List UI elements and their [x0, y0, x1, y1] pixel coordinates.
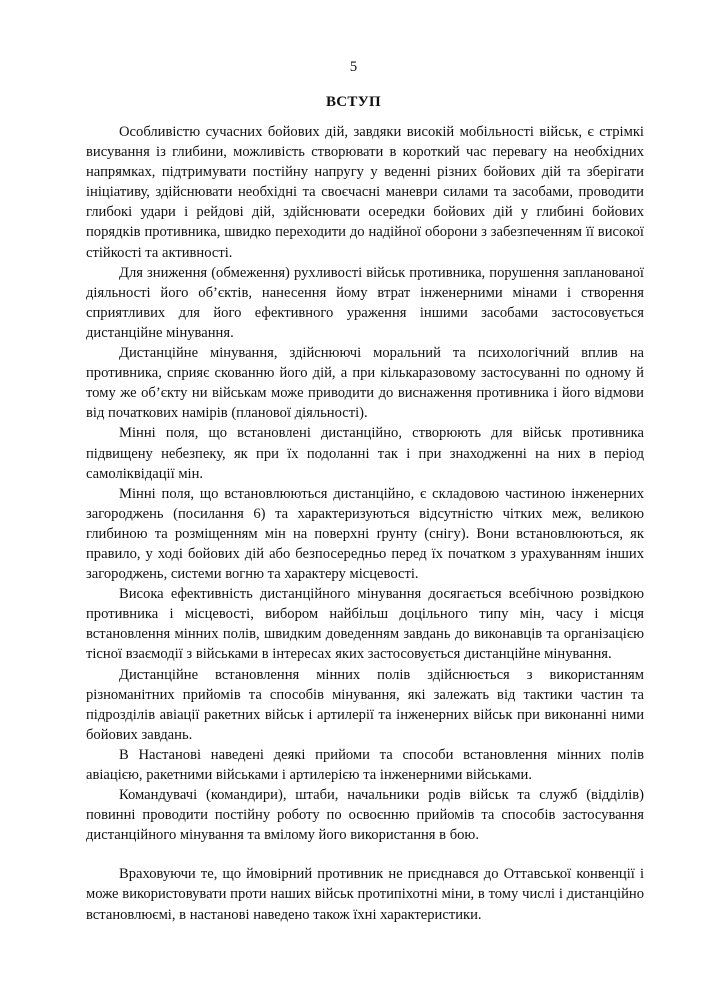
paragraph: Висока ефективність дистанційного мінування досягається всебічною розвідкою противника і місцевості, вибором найбільш доцільного типу мін, часу і місця встановлення мінних полів, швидким доведенням завдань до виконавців та організацією тісної взаємодії з військами в інтересах яких застосовується дистанційне мінування. — [86, 586, 644, 663]
body-text — [86, 122, 644, 925]
page-number: 5 — [349, 59, 358, 75]
paragraph: Враховуючи те, що ймовірний противник не приєднався до Оттавської конвенції і може використовувати проти наших військ протипіхотні міни, в тому числі і дистанційно встановлюємі, в настанові наведено також їхні характеристики. — [86, 866, 644, 923]
paragraph: Особливістю сучасних бойових дій, завдяки високій мобільності військ, є стрімкі висування із глибини, можливість створювати в короткий час перевагу на необхідних напрямках, підтримувати постійну напругу у веденні різних бойових дій та зберігати ініціативу, здійснювати необхідні та своєчасні маневри силами та засобами, проводити глибокі удари і рейдові дій, здійснювати осередки бойових дій у глибині бойових порядків противника, швидко переходити до надійної оборони з забезпеченням її високої стійкості та активності. — [86, 124, 644, 261]
paragraph: Для зниження (обмеження) рухливості військ противника, порушення запланованої діяльності його об’єктів, нанесення йому втрат інженерними мінами і створення сприятливих для його ефективного ураження іншими засобами застосовується дистанційне мінування. — [86, 264, 644, 341]
paragraph: Командувачі (командири), штаби, начальники родів військ та служб (відділів) повинні проводити постійну роботу по освоєнню прийомів та способів застосування дистанційного мінування та вмілому його використання в бою. — [86, 787, 644, 844]
paragraph: В Настанові наведені деякі прийоми та способи встановлення мінних полів авіацією, ракетними військами і артилерією та інженерними військами. — [86, 746, 644, 783]
paragraph: Мінні поля, що встановлюються дистанційно, є складовою частиною інженерних загороджень (посилання 6) та характеризуються відсутністю чітких меж, великою глибиною та розміщенням мін на поверхні ґрунту (снігу). Вони встановлюються, як правило, у ході бойових дій або безпосередньо перед їх початком з урахуванням інших загороджень, системи вогню та характеру місцевості. — [86, 485, 644, 583]
section-title: ВСТУП — [325, 94, 382, 110]
paragraph: Дистанційне встановлення мінних полів здійснюється з використанням різноманітних прийомів та способів мінування, які залежать від тактики частин та підрозділів авіації ракетних військ і артилерії та інженерних військ при виконанні ними бойових завдань. — [86, 666, 644, 743]
paragraph: Дистанційне мінування, здійснюючі моральний та психологічний вплив на противника, сприяє скованню його дій, а при кількаразовому застосуванні по одному й тому же об’єкту ни військам може приводити до виснаження противника і його відмови від початкових намірів (планової діяльності). — [86, 345, 644, 422]
paragraph: Мінні поля, що встановлені дистанційно, створюють для військ противника підвищену небезпеку, як при їх подоланні так і при знаходженні на них в період самоліквідації мін. — [86, 425, 644, 482]
